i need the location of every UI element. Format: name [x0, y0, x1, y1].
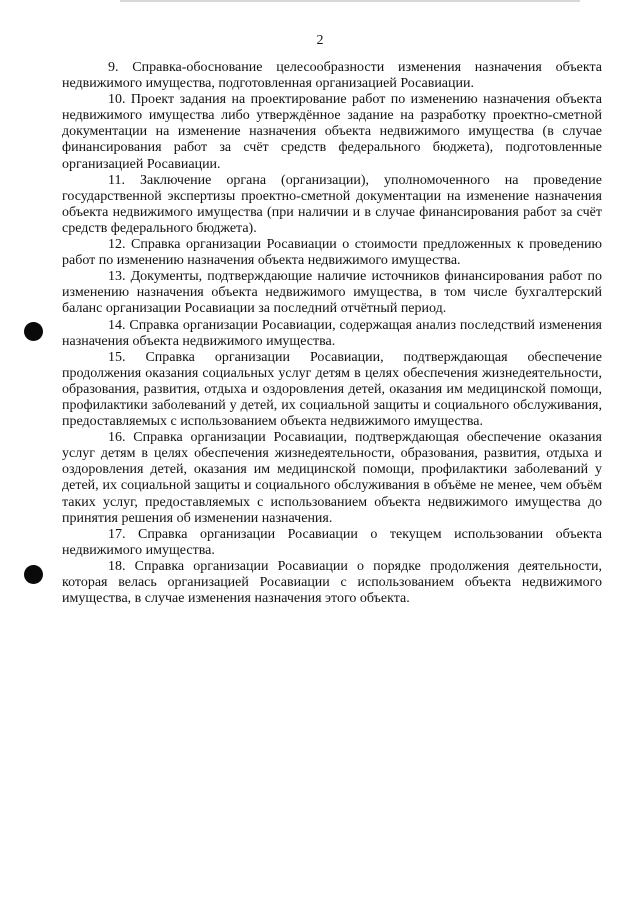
binder-hole-mark: [24, 565, 43, 584]
list-item-18: 18. Справка организации Росавиации о порядке продолжения деятельности, которая велась организацией Росавиации с использованием объекта недвижимого имущества, в случае изменения назначения этого объекта.: [62, 558, 602, 607]
binder-hole-mark: [24, 322, 43, 341]
list-item-10: 10. Проект задания на проектирование работ по изменению назначения объекта недвижимого имущества либо утверждённое задание на разработку проектно-сметной документации на изменение назначения объекта недвижимого имущества (в случае финансирования работ за счёт средств федерального бюджета), подготовленные организацией Росавиации.: [62, 92, 602, 172]
list-item-12: 12. Справка организации Росавиации о стоимости предложенных к проведению работ по изменению назначения объекта недвижимого имущества.: [62, 237, 602, 269]
scan-edge-artifact: [120, 0, 580, 2]
page-number: 2: [316, 33, 324, 48]
list-item-16: 16. Справка организации Росавиации, подтверждающая обеспечение оказания услуг детям в целях обеспечения жизнедеятельности, образования, развития, отдыха и оздоровления детей, оказания им медицинской помощи, профилактики заболеваний у детей, их социальной защиты и социального обслуживания в объёме не менее, чем объём таких услуг, предоставляемых с использованием объекта недвижимого имущества до принятия решения об изменении назначения.: [62, 430, 602, 526]
list-item-13: 13. Документы, подтверждающие наличие источников финансирования работ по изменению назначения объекта недвижимого имущества, в том числе бухгалтерский баланс организации Росавиации за последний отчётный период.: [62, 269, 602, 317]
list-item-17: 17. Справка организации Росавиации о текущем использовании объекта недвижимого имущества.: [62, 526, 602, 558]
document-body: [62, 60, 602, 607]
list-item-11: 11. Заключение органа (организации), уполномоченного на проведение государственной экспертизы проектно-сметной документации на изменение назначения объекта недвижимого имущества (при наличии и в случае финансирования работ за счёт средств федерального бюджета).: [62, 172, 602, 236]
list-item-14: 14. Справка организации Росавиации, содержащая анализ последствий изменения назначения объекта недвижимого имущества.: [62, 317, 602, 349]
list-item-9: 9. Справка-обоснование целесообразности изменения назначения объекта недвижимого имущества, подготовленная организацией Росавиации.: [62, 60, 602, 92]
list-item-15: 15. Справка организации Росавиации, подтверждающая обеспечение продолжения оказания социальных услуг детям в целях обеспечения жизнедеятельности, образования, развития, отдыха и оздоровления детей, оказания им медицинской помощи, профилактики заболеваний у детей, их социальной защиты и социального обслуживания, предоставляемых с использованием объекта недвижимого имущества.: [62, 349, 602, 430]
